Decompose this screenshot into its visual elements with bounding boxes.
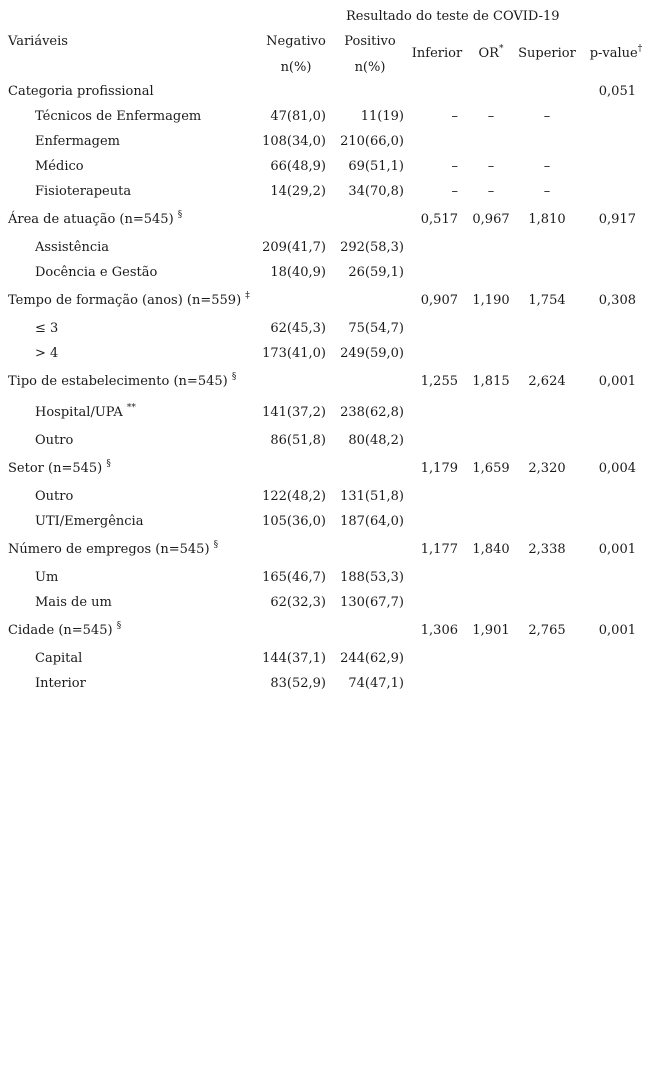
row-positive: 69(51,1) [348, 159, 404, 174]
row-positive: 34(70,8) [348, 184, 404, 199]
footnote-mark: § [213, 540, 219, 550]
row-positive: 187(64,0) [340, 514, 404, 529]
group-lower-ci: 0,517 [420, 212, 458, 227]
row-label-text: Hospital/UPA [35, 405, 123, 420]
row-label-text: Enfermagem [35, 134, 121, 149]
group-p-value: 0,917 [598, 212, 636, 227]
header-positive: Positivo [344, 34, 396, 49]
row-negative: 83(52,9) [270, 676, 326, 691]
group-lower-ci: 1,306 [420, 623, 458, 638]
row-label [35, 184, 131, 200]
row-negative: 86(51,8) [270, 433, 326, 448]
row-negative: 62(45,3) [270, 321, 326, 336]
row-positive: 80(48,2) [348, 433, 404, 448]
row-label-text: Fisioterapeuta [35, 184, 132, 199]
group-label-text: Tipo de estabelecimento (n=545) [8, 374, 228, 389]
row-label [35, 514, 143, 530]
row-label [35, 405, 136, 421]
group-p-value: 0,004 [598, 461, 636, 476]
group-upper-ci: 1,810 [528, 212, 566, 227]
row-label-text: > 4 [35, 346, 59, 361]
group-odds-ratio: 1,659 [472, 461, 510, 476]
group-label-text: Setor (n=545) [8, 461, 103, 476]
group-label-text: Número de empregos (n=545) [8, 542, 210, 557]
row-positive: 11(19) [360, 109, 404, 124]
row-label [35, 321, 58, 337]
row-odds-ratio: – [487, 109, 495, 124]
row-negative: 47(81,0) [270, 109, 326, 124]
row-label-text: ≤ 3 [35, 321, 59, 336]
row-positive: 210(66,0) [340, 134, 404, 149]
group-odds-ratio: 1,901 [472, 623, 510, 638]
group-odds-ratio: 0,967 [472, 212, 510, 227]
group-odds-ratio: 1,190 [472, 293, 510, 308]
row-label-text: UTI/Emergência [35, 514, 144, 529]
row-label-text: Outro [35, 433, 74, 448]
group-label-text: Categoria profissional [8, 84, 154, 99]
row-label [35, 595, 112, 611]
footnote-mark: § [116, 621, 122, 631]
group-upper-ci: 2,320 [528, 461, 566, 476]
row-label [35, 489, 73, 505]
row-negative: 14(29,2) [270, 184, 326, 199]
row-label-text: Capital [35, 651, 83, 666]
header-positive-unit: n(%) [354, 60, 386, 75]
row-negative: 105(36,0) [262, 514, 326, 529]
row-label [35, 265, 157, 281]
group-upper-ci: 2,338 [528, 542, 566, 557]
group-label [8, 84, 154, 100]
row-label [35, 159, 84, 175]
group-odds-ratio: 1,815 [472, 374, 510, 389]
row-label-text: Interior [35, 676, 86, 691]
header-variables: Variáveis [8, 34, 68, 49]
row-positive: 238(62,8) [340, 405, 404, 420]
header-upper: Superior [518, 46, 576, 61]
row-label-text: Assistência [35, 240, 110, 255]
group-upper-ci: 1,754 [528, 293, 566, 308]
row-upper-ci: – [543, 184, 551, 199]
group-label [8, 461, 111, 477]
group-label [8, 293, 250, 309]
header-or-label: OR [478, 46, 499, 61]
row-positive: 75(54,7) [348, 321, 404, 336]
header-pvalue-label: p-value [589, 46, 638, 61]
row-label-text: Médico [35, 159, 84, 174]
header-negative: Negativo [266, 34, 326, 49]
footnote-mark: § [231, 372, 237, 382]
row-negative: 66(48,9) [270, 159, 326, 174]
row-positive: 130(67,7) [340, 595, 404, 610]
group-p-value: 0,051 [598, 84, 636, 99]
row-label-text: Outro [35, 489, 74, 504]
row-negative: 122(48,2) [262, 489, 326, 504]
header-or-mark: * [498, 44, 504, 54]
row-negative: 173(41,0) [262, 346, 326, 361]
footnote-mark: § [106, 459, 111, 469]
row-positive: 244(62,9) [340, 651, 404, 666]
row-label-text: Técnicos de Enfermagem [35, 109, 202, 124]
row-label [35, 676, 86, 692]
row-label [35, 109, 201, 125]
row-negative: 144(37,1) [262, 651, 326, 666]
row-odds-ratio: – [487, 184, 495, 199]
row-odds-ratio: – [487, 159, 495, 174]
row-negative: 62(32,3) [270, 595, 326, 610]
header-group-title: Resultado do teste de COVID-19 [346, 9, 560, 24]
group-lower-ci: 1,179 [420, 461, 458, 476]
group-lower-ci: 1,255 [420, 374, 458, 389]
row-negative: 18(40,9) [270, 265, 326, 280]
group-lower-ci: 1,177 [420, 542, 458, 557]
group-label [8, 374, 236, 390]
row-positive: 292(58,3) [340, 240, 404, 255]
group-label [8, 542, 218, 558]
footnote-mark: ** [126, 403, 136, 413]
header-pvalue [578, 46, 654, 62]
row-negative: 108(34,0) [262, 134, 326, 149]
row-lower-ci: – [451, 109, 458, 124]
row-lower-ci: – [451, 184, 458, 199]
header-pvalue-mark: † [637, 44, 643, 54]
group-p-value: 0,001 [598, 623, 636, 638]
row-label [35, 240, 109, 256]
footnote-mark: ‡ [245, 291, 250, 301]
row-positive: 26(59,1) [348, 265, 404, 280]
group-label-text: Cidade (n=545) [8, 623, 113, 638]
row-lower-ci: – [451, 159, 458, 174]
group-label [8, 623, 121, 639]
group-odds-ratio: 1,840 [472, 542, 510, 557]
group-label-text: Tempo de formação (anos) (n=559) [8, 293, 242, 308]
group-p-value: 0,001 [598, 542, 636, 557]
row-label [35, 651, 82, 667]
group-label-text: Área de atuação (n=545) [8, 212, 174, 227]
row-positive: 74(47,1) [348, 676, 404, 691]
row-label-text: Um [35, 570, 59, 585]
header-negative-unit: n(%) [280, 60, 312, 75]
group-p-value: 0,308 [598, 293, 636, 308]
row-negative: 141(37,2) [262, 405, 326, 420]
row-label [35, 134, 120, 150]
group-upper-ci: 2,765 [528, 623, 566, 638]
header-or [466, 46, 516, 62]
group-lower-ci: 0,907 [420, 293, 458, 308]
row-label-text: Docência e Gestão [35, 265, 158, 280]
row-upper-ci: – [543, 159, 551, 174]
row-label [35, 433, 73, 449]
row-label [35, 346, 58, 362]
row-positive: 188(53,3) [340, 570, 404, 585]
group-label [8, 212, 182, 228]
row-positive: 249(59,0) [340, 346, 404, 361]
header-lower: Inferior [411, 46, 463, 61]
row-positive: 131(51,8) [340, 489, 404, 504]
row-negative: 209(41,7) [262, 240, 326, 255]
row-label [35, 570, 58, 586]
footnote-mark: § [177, 210, 183, 220]
row-upper-ci: – [543, 109, 551, 124]
group-p-value: 0,001 [598, 374, 636, 389]
group-upper-ci: 2,624 [528, 374, 566, 389]
row-negative: 165(46,7) [262, 570, 326, 585]
row-label-text: Mais de um [35, 595, 112, 610]
